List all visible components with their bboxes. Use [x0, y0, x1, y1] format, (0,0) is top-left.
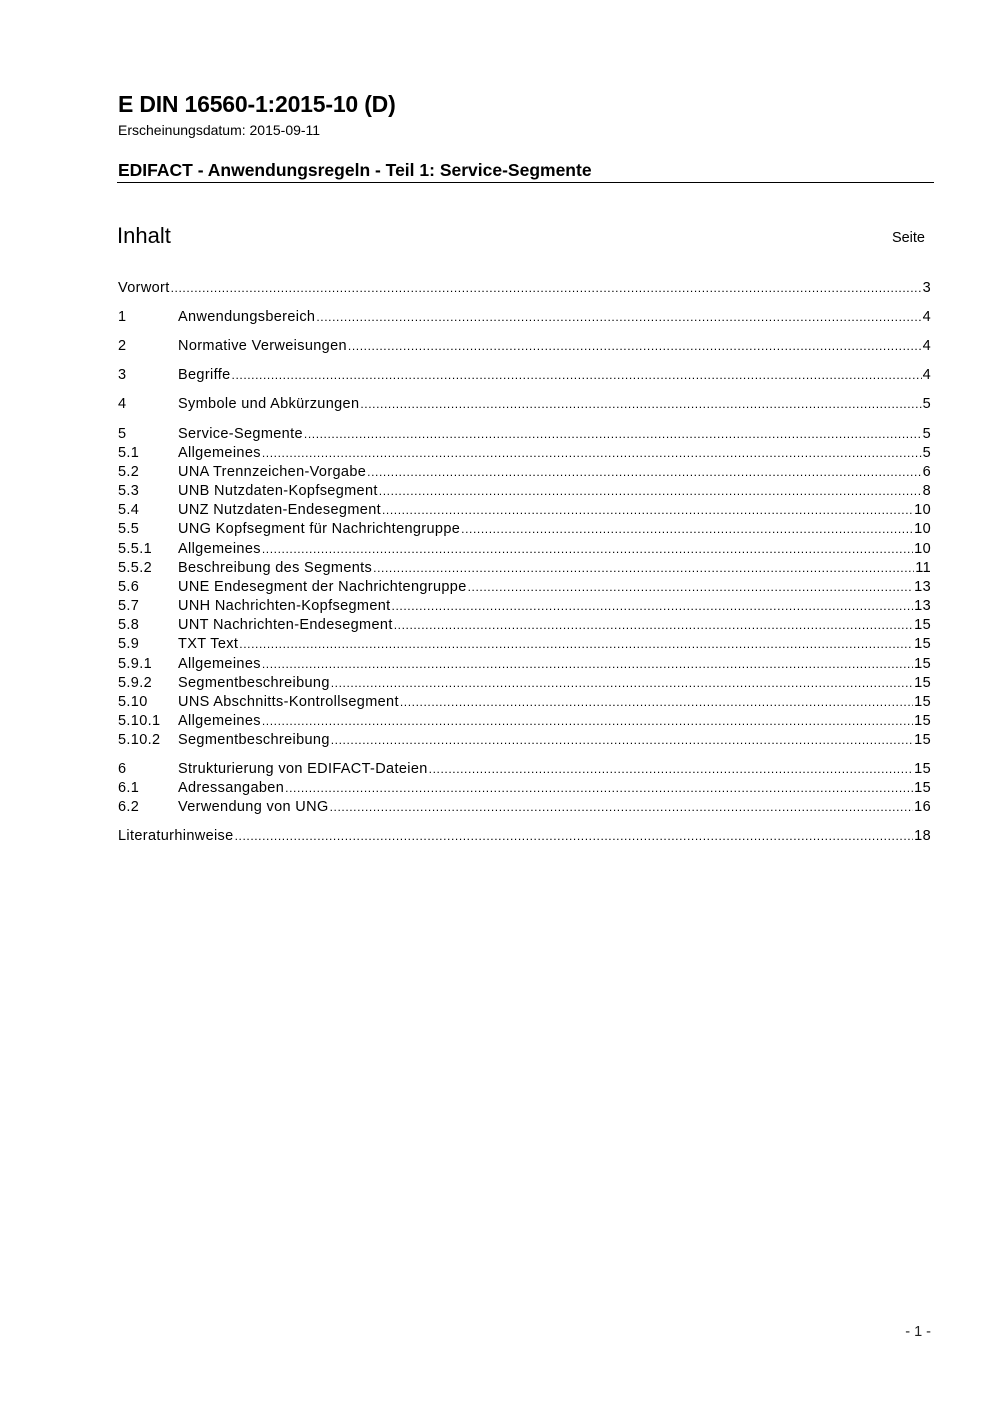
toc-dot-leader: [367, 463, 921, 482]
toc-entry-number: 5.10: [118, 694, 148, 710]
toc-dot-leader: [382, 501, 913, 520]
toc-entry-page: 13: [914, 598, 931, 614]
toc-entry[interactable]: [118, 693, 931, 712]
toc-entry-number: 5.9: [118, 636, 140, 652]
toc-entry-number: 5.5: [118, 521, 140, 537]
page-number: - 1 -: [905, 1324, 931, 1340]
toc-entry-number: 5.10.2: [118, 732, 161, 748]
toc-entry-page: 15: [914, 617, 931, 633]
toc-entry[interactable]: [118, 712, 931, 731]
toc-dot-leader: [304, 425, 922, 444]
toc-entry-title: Allgemeines: [178, 445, 261, 461]
toc-entry-title: Allgemeines: [178, 541, 261, 557]
toc-entry-title: Literaturhinweise: [118, 828, 234, 844]
toc-entry-number: 5.7: [118, 598, 140, 614]
toc-entry[interactable]: [118, 760, 931, 779]
toc-heading: Inhalt: [117, 223, 171, 248]
toc-entry-page: 15: [914, 761, 931, 777]
toc-dot-leader: [171, 279, 922, 298]
toc-entry[interactable]: [118, 578, 931, 597]
toc-entry[interactable]: [118, 798, 931, 817]
toc-dot-leader: [285, 779, 913, 798]
toc-entry-page: 3: [922, 280, 931, 296]
toc-entry-number: 3: [118, 367, 127, 383]
toc-dot-leader: [235, 827, 914, 846]
toc-entry-page: 5: [922, 445, 931, 461]
toc-entry[interactable]: [118, 463, 931, 482]
toc-entry-title: Strukturierung von EDIFACT-Dateien: [178, 761, 428, 777]
toc-entry-page: 18: [914, 828, 931, 844]
toc-entry-number: 5.1: [118, 445, 140, 461]
toc-entry-page: 15: [914, 694, 931, 710]
toc-entry-title: Segmentbeschreibung: [178, 732, 330, 748]
toc-entry[interactable]: [118, 827, 931, 846]
toc-dot-leader: [330, 798, 914, 817]
toc-entry-title: Adressangaben: [178, 780, 285, 796]
toc-dot-leader: [331, 731, 913, 750]
toc-entry-title: Normative Verweisungen: [178, 338, 347, 354]
toc-entry-title: UNH Nachrichten-Kopfsegment: [178, 598, 391, 614]
document-title: E DIN 16560-1:2015-10 (D): [118, 91, 396, 117]
toc-entry-title: UNT Nachrichten-Endesegment: [178, 617, 393, 633]
toc-entry[interactable]: [118, 444, 931, 463]
toc-dot-leader: [392, 597, 914, 616]
toc-entry[interactable]: [118, 674, 931, 693]
toc-dot-leader: [262, 655, 913, 674]
toc-entry-page: 15: [914, 636, 931, 652]
toc-entry[interactable]: [118, 366, 931, 385]
toc-dot-leader: [360, 395, 921, 414]
toc-entry-number: 4: [118, 396, 127, 412]
toc-entry-number: 5.3: [118, 483, 140, 499]
toc-dot-leader: [262, 444, 922, 463]
toc-entry-page: 4: [922, 309, 931, 325]
toc-entry-page: 4: [922, 338, 931, 354]
toc-entry[interactable]: [118, 520, 931, 539]
toc-entry-title: Allgemeines: [178, 713, 261, 729]
toc-entry-page: 4: [922, 367, 931, 383]
toc-dot-leader: [373, 559, 914, 578]
toc-entry-number: 5.9.1: [118, 656, 152, 672]
toc-entry-title: UNB Nutzdaten-Kopfsegment: [178, 483, 378, 499]
toc-entry[interactable]: [118, 731, 931, 750]
toc-dot-leader: [429, 760, 914, 779]
toc-entry-number: 5.10.1: [118, 713, 161, 729]
toc-dot-leader: [394, 616, 913, 635]
toc-entry-number: 6.1: [118, 780, 140, 796]
toc-entry-number: 2: [118, 338, 127, 354]
toc-entry-title: Symbole und Abkürzungen: [178, 396, 360, 412]
toc-entry-number: 5.4: [118, 502, 140, 518]
header-divider: [117, 182, 934, 183]
toc-entry-title: Verwendung von UNG: [178, 799, 329, 815]
document-subtitle: EDIFACT - Anwendungsregeln - Teil 1: Service-Segmente: [118, 160, 592, 180]
toc-dot-leader: [239, 635, 913, 654]
toc-entry-title: Service-Segmente: [178, 426, 303, 442]
toc-entry[interactable]: [118, 501, 931, 520]
toc-entry-title: UNS Abschnitts-Kontrollsegment: [178, 694, 399, 710]
toc-entry[interactable]: [118, 540, 931, 559]
toc-entry[interactable]: [118, 425, 931, 444]
toc-entry-title: Segmentbeschreibung: [178, 675, 330, 691]
toc-entry-number: 5.8: [118, 617, 140, 633]
toc-entry[interactable]: [118, 482, 931, 501]
toc-entry-number: 5.5.1: [118, 541, 152, 557]
toc-entry-title: UNZ Nutzdaten-Endesegment: [178, 502, 381, 518]
toc-entry-title: UNG Kopfsegment für Nachrichtengruppe: [178, 521, 461, 537]
toc-entry[interactable]: [118, 308, 931, 327]
toc-entry[interactable]: [118, 279, 931, 298]
toc-dot-leader: [232, 366, 922, 385]
toc-entry-title: TXT Text: [178, 636, 239, 652]
toc-entry[interactable]: [118, 635, 931, 654]
toc-entry-title: Begriffe: [178, 367, 231, 383]
toc-page-column-label: Seite: [891, 230, 925, 246]
toc-entry-number: 5.6: [118, 579, 140, 595]
toc-entry-number: 6: [118, 761, 127, 777]
toc-entry-page: 10: [914, 541, 931, 557]
toc-entry-number: 5.9.2: [118, 675, 152, 691]
toc-entry-page: 15: [914, 675, 931, 691]
toc-entry-title: Allgemeines: [178, 656, 261, 672]
toc-entry-number: 5.2: [118, 464, 140, 480]
toc-entry-number: 1: [118, 309, 127, 325]
toc-entry-page: 15: [914, 780, 931, 796]
toc-entry-page: 8: [922, 483, 931, 499]
toc-entry-title: Anwendungsbereich: [178, 309, 316, 325]
toc-entry[interactable]: [118, 616, 931, 635]
toc-entry-page: 10: [914, 521, 931, 537]
publication-date: Erscheinungsdatum: 2015-09-11: [118, 122, 321, 138]
toc-entry[interactable]: [118, 337, 931, 356]
toc-entry-page: 11: [915, 560, 931, 576]
toc-entry[interactable]: [118, 779, 931, 798]
toc-dot-leader: [331, 674, 913, 693]
toc-dot-leader: [400, 693, 913, 712]
toc-entry-number: 5.5.2: [118, 560, 152, 576]
toc-entry-page: 15: [914, 656, 931, 672]
toc-entry-page: 5: [922, 396, 931, 412]
toc-entry-title: Beschreibung des Segments: [178, 560, 373, 576]
toc-entry-title: Vorwort: [118, 280, 170, 296]
toc-dot-leader: [262, 712, 913, 731]
toc-entry-page: 6: [922, 464, 931, 480]
toc-entry[interactable]: [118, 395, 931, 414]
toc-entry-page: 13: [914, 579, 931, 595]
toc-entry-title: UNA Trennzeichen-Vorgabe: [178, 464, 367, 480]
toc-entry-title: UNE Endesegment der Nachrichtengruppe: [178, 579, 467, 595]
toc-dot-leader: [468, 578, 914, 597]
toc-entry[interactable]: [118, 559, 931, 578]
toc-entry-page: 16: [914, 799, 931, 815]
toc-entry[interactable]: [118, 597, 931, 616]
toc-entry-page: 10: [914, 502, 931, 518]
toc-dot-leader: [348, 337, 922, 356]
toc-entry-page: 5: [922, 426, 931, 442]
toc-entry[interactable]: [118, 655, 931, 674]
toc-entry-page: 15: [914, 732, 931, 748]
toc-dot-leader: [461, 520, 913, 539]
toc-entry-number: 6.2: [118, 799, 140, 815]
toc-dot-leader: [316, 308, 921, 327]
toc-dot-leader: [379, 482, 922, 501]
toc-dot-leader: [262, 540, 913, 559]
toc-entry-page: 15: [914, 713, 931, 729]
toc-entry-number: 5: [118, 426, 127, 442]
